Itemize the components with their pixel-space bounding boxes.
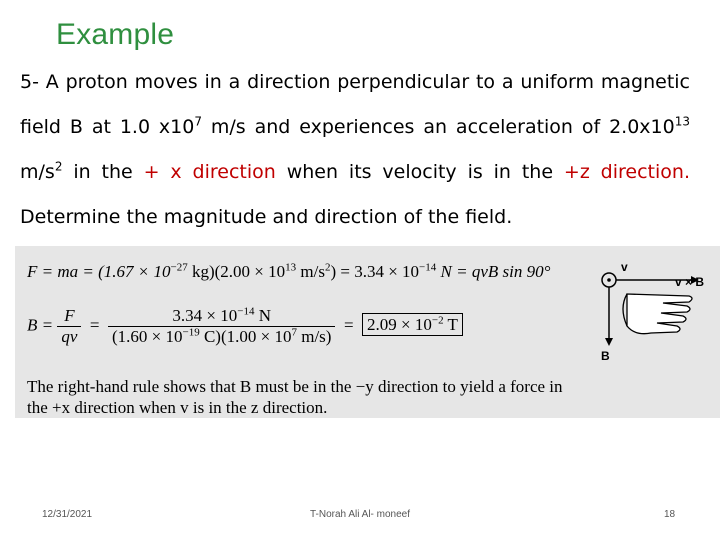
- field-equation: [27, 306, 463, 347]
- eq-text: C)(1.00 × 10: [199, 327, 292, 346]
- numerator: [108, 306, 335, 326]
- solution-panel: [15, 246, 720, 418]
- highlight-z-direction: +z direction.: [563, 161, 690, 183]
- eq-exponent: 2: [324, 261, 331, 274]
- eq-exponent: −2: [431, 314, 444, 327]
- eq-exponent: 13: [285, 261, 297, 274]
- fraction-values: [108, 306, 335, 347]
- eq-text: T: [443, 315, 458, 335]
- eq-exponent: −14: [237, 305, 255, 318]
- eq-text: m/s: [296, 262, 325, 281]
- eq-text: B =: [27, 315, 54, 335]
- problem-text: 5- A proton moves in a direction perpendicular to a uniform magnetic field B at 1.0 x10: [20, 71, 690, 138]
- fraction-f-over-qv: [57, 306, 81, 347]
- right-hand-rule-figure: [597, 256, 717, 366]
- hand-icon: [627, 294, 692, 334]
- exponent: 7: [194, 114, 202, 129]
- result-box: [362, 313, 463, 336]
- eq-text: N = qvB sin 90°: [436, 262, 551, 281]
- numerator: F: [64, 306, 75, 325]
- exponent: 13: [674, 114, 691, 129]
- problem-text: when its velocity is in the: [275, 161, 564, 183]
- out-of-page-dot: [607, 278, 611, 282]
- problem-statement: [20, 60, 690, 240]
- footer-author: T-Norah Ali Al- moneef: [309, 509, 411, 520]
- eq-text: ) = 3.34 × 10: [330, 262, 420, 281]
- b-arrow-head: [605, 338, 613, 346]
- eq-exponent: 7: [291, 326, 297, 339]
- slide-title: Example: [56, 18, 175, 51]
- eq-exponent: −27: [170, 261, 188, 274]
- problem-text: m/s: [20, 161, 55, 183]
- problem-text: Determine the magnitude and direction of the field.: [20, 206, 513, 228]
- denominator: qv: [57, 326, 81, 347]
- right-hand-rule-note: The right-hand rule shows that B must be in the −y direction to yield a force in the +x direction when v is in the z direction.: [27, 377, 563, 417]
- equals-sign: =: [89, 315, 100, 335]
- problem-text: m/s and experiences an acceleration of 2.0x10: [202, 116, 675, 138]
- eq-text: 2.09 × 10: [367, 315, 432, 335]
- vxb-label: v × B: [675, 275, 705, 289]
- eq-text: kg)(2.00 × 10: [187, 262, 286, 281]
- footer-page-number: 18: [664, 509, 676, 520]
- b-label: B: [601, 349, 610, 363]
- denominator: [108, 326, 335, 347]
- eq-text: 3.34 × 10: [172, 306, 238, 325]
- equals-sign: =: [343, 315, 354, 335]
- footer-date: 12/31/2021: [42, 509, 93, 520]
- eq-exponent: −19: [182, 326, 200, 339]
- eq-text: N: [254, 306, 272, 325]
- v-label: v: [621, 260, 628, 274]
- problem-text: in the: [62, 161, 144, 183]
- exponent: 2: [54, 159, 63, 174]
- eq-text: m/s): [296, 327, 332, 346]
- highlight-x-direction: + x direction: [143, 161, 276, 183]
- eq-text: F = ma = (1.67 × 10: [27, 262, 171, 281]
- force-equation: [27, 262, 550, 282]
- eq-exponent: −14: [419, 261, 437, 274]
- eq-text: (1.60 × 10: [112, 327, 183, 346]
